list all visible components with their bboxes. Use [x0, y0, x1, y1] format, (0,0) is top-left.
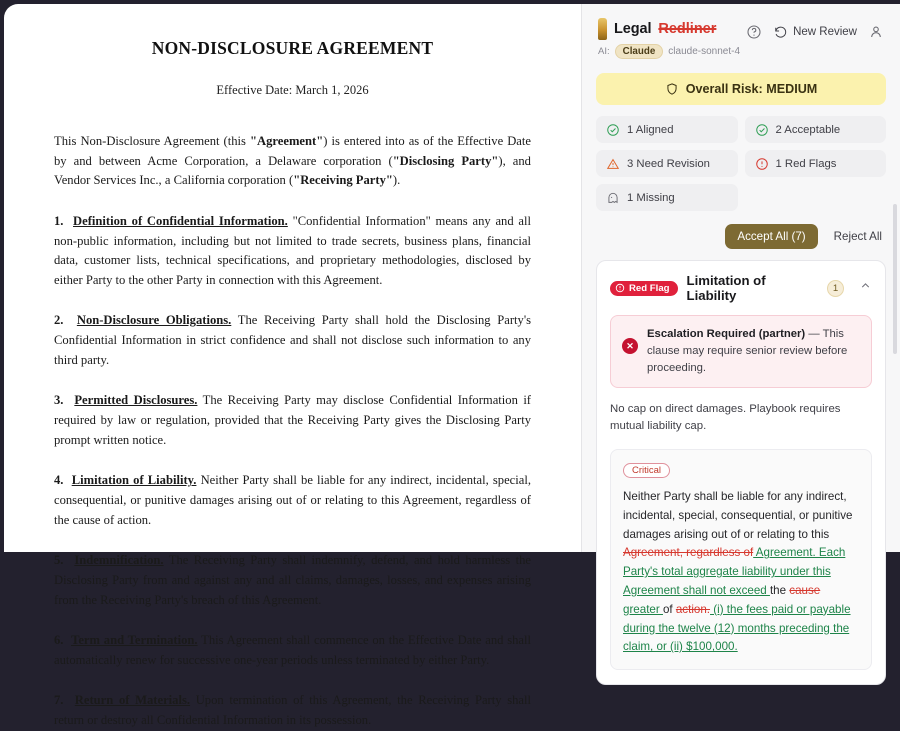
red-flag-badge-label: Red Flag — [629, 282, 670, 294]
redline-deletion-2: cause — [789, 583, 821, 597]
clause-3-body: The Receiving Party may disclose Confidential Information if required by law or regulation, provided that the Receiving Party gives the Disclosing Party prompt written notice. — [54, 393, 532, 447]
redline-insertion-1: Agreement. Each Party's total aggregate liability under this Agreement shall not exceed — [623, 546, 846, 597]
redline-insertion-2: greater — [623, 602, 663, 616]
status-chip-acceptable[interactable] — [745, 116, 887, 143]
severity-badge: Critical — [623, 463, 670, 478]
intro-seg-3: ), and Vendor Services Inc., a California corporation ( — [54, 153, 531, 188]
clause-card-header[interactable] — [610, 273, 872, 303]
effective-date: Effective Date: March 1, 2026 — [216, 83, 369, 97]
ai-label: AI: — [598, 46, 610, 57]
clause-3-heading: Permitted Disclosures. — [74, 393, 198, 408]
ai-provider-pill: Claude — [615, 44, 664, 59]
clause-7 — [54, 691, 531, 730]
red-flag-badge — [610, 281, 678, 296]
accept-all-button[interactable]: Accept All (7) — [725, 224, 817, 249]
status-chip-aligned-label: 1 Aligned — [627, 123, 674, 136]
status-chip-red-flags[interactable] — [745, 150, 887, 177]
clause-note: No cap on direct damages. Playbook requires mutual liability cap. — [610, 402, 841, 432]
clause-2-heading: Non-Disclosure Obligations. — [76, 313, 232, 328]
status-chip-grid — [596, 116, 886, 211]
alert-circle-icon — [755, 157, 769, 171]
redline-keep-2: the — [769, 583, 790, 597]
clause-6-heading: Term and Termination. — [71, 633, 198, 648]
header-actions — [746, 18, 884, 40]
intro-seg-1: This Non-Disclosure Agreement (this — [54, 134, 251, 148]
status-chip-aligned[interactable] — [596, 116, 738, 143]
clause-6-number: 6. — [54, 633, 64, 648]
brand-name-strikethrough: Redliner — [658, 21, 717, 37]
clause-card-title: Limitation of Liability — [686, 273, 766, 303]
clause-6 — [54, 631, 531, 670]
clause-5 — [54, 551, 531, 610]
sidebar-scroll-area — [582, 71, 900, 685]
intro-term-agreement: "Agreement" — [250, 134, 324, 148]
chevron-up-icon[interactable] — [859, 279, 872, 297]
brand-name: Legal — [614, 21, 652, 37]
check-circle-icon — [755, 123, 769, 137]
redline-suggestion — [610, 449, 872, 670]
alert-circle-icon — [615, 283, 625, 293]
clause-4-number: 4. — [54, 473, 64, 488]
sidebar-scrollbar-thumb[interactable] — [893, 204, 897, 354]
redline-deletion-1: Agreement, regardless of — [623, 546, 754, 560]
brand-row — [598, 18, 740, 40]
intro-seg-2: ) is entered into as of the Effective Date by and between Acme Corporation, a Delaware corporation ( — [54, 134, 531, 168]
status-chip-acceptable-label: 2 Acceptable — [775, 123, 841, 136]
reject-all-button[interactable]: Reject All — [832, 224, 884, 249]
status-chip-need-revision[interactable] — [596, 150, 738, 177]
clause-5-heading: Indemnification. — [74, 553, 164, 568]
shield-icon — [665, 82, 679, 96]
clause-1 — [54, 212, 531, 291]
escalation-text — [647, 326, 860, 377]
clause-issue-count: 1 — [827, 280, 844, 297]
warning-triangle-icon — [606, 157, 620, 171]
clause-6-body: This Agreement shall commence on the Effective Date and shall automatically renew for successive one-year periods unless terminated by either Party. — [54, 633, 532, 667]
intro-term-receiving: "Receiving Party" — [293, 173, 393, 188]
redline-text — [623, 488, 859, 657]
help-circle-icon[interactable] — [746, 24, 762, 40]
new-review-button[interactable] — [773, 25, 857, 40]
redline-insertion-3: (i) the fees paid or payable during the twelve (12) months preceding the claim, or (ii) $100,000. — [623, 602, 851, 654]
status-chip-missing-label: 1 Missing — [627, 191, 675, 204]
escalation-alert — [610, 315, 872, 388]
redline-keep-3: of — [662, 602, 676, 616]
clause-2-body: The Receiving Party shall hold the Disclosing Party's Confidential Information in strict confidence and shall not disclose such information to any third party. — [54, 313, 532, 367]
review-sidebar — [581, 4, 900, 654]
document-title: NON-DISCLOSURE AGREEMENT — [151, 38, 434, 58]
status-chip-red-flags-label: 1 Red Flags — [775, 157, 837, 170]
close-x-icon: ✕ — [622, 338, 638, 354]
refresh-icon — [773, 25, 788, 40]
overall-risk-banner — [596, 73, 886, 105]
ai-model-name: claude-sonnet-4 — [668, 46, 741, 57]
intro-seg-4: ). — [392, 173, 401, 188]
clause-4-heading: Limitation of Liability. — [71, 473, 197, 488]
ai-model-row — [598, 44, 740, 59]
clause-7-heading: Return of Materials. — [74, 693, 191, 708]
pen-logo-icon — [598, 18, 607, 40]
redline-deletion-3: action. — [675, 602, 711, 616]
clause-5-number: 5. — [54, 553, 64, 568]
clause-4 — [54, 471, 531, 530]
escalation-title: Escalation Required (partner) — [647, 328, 806, 340]
ghost-icon — [606, 191, 620, 205]
clause-review-card — [596, 260, 886, 685]
clause-1-body: "Confidential Information" means any and all non-public information, including but not limited to trade secrets, business plans, financial data, customer lists, technical specifications, and proprietary methodologies, disclosed by either Party to the other Party in connection with this Agreement. — [54, 213, 532, 287]
document-content — [54, 4, 531, 731]
status-chip-need-revision-label: 3 Need Revision — [627, 157, 710, 170]
redline-keep-1: Neither Party shall be liable for any indirect, incidental, special, consequential, or punitive damages arising out of or relating to this — [623, 490, 853, 541]
bulk-actions — [596, 224, 886, 249]
clause-1-heading: Definition of Confidential Information. — [73, 213, 288, 228]
clause-4-body: Neither Party shall be liable for any indirect, incidental, special, consequential, or punitive damages arising out of or relating to this Agreement, regardless of the cause of action. — [54, 473, 531, 527]
new-review-label: New Review — [793, 26, 857, 38]
clause-3 — [54, 391, 531, 450]
clause-2 — [54, 311, 531, 370]
check-circle-icon — [606, 123, 620, 137]
intro-paragraph — [54, 132, 531, 191]
clause-7-body: Upon termination of this Agreement, the Receiving Party shall return or destroy all Confidential Information in its possession. — [54, 693, 531, 728]
intro-term-disclosing: "Disclosing Party" — [392, 153, 499, 168]
document-panel — [4, 4, 581, 728]
clause-5-body: The Receiving Party shall indemnify, defend, and hold harmless the Disclosing Party from and against any and all claims, damages, losses, and expenses arising from the Receiving Party's breach of this Agreement. — [54, 553, 532, 607]
clause-3-number: 3. — [54, 393, 64, 408]
clause-7-number: 7. — [54, 693, 64, 708]
clause-1-number: 1. — [54, 213, 64, 228]
status-chip-missing[interactable] — [596, 184, 738, 211]
overall-risk-label: Overall Risk: MEDIUM — [685, 82, 818, 96]
escalation-detail: — This clause may require senior review before proceeding. — [647, 328, 848, 374]
sidebar-header — [582, 4, 900, 71]
user-icon[interactable] — [868, 24, 884, 40]
brand — [598, 18, 740, 59]
clause-2-number: 2. — [54, 313, 64, 328]
